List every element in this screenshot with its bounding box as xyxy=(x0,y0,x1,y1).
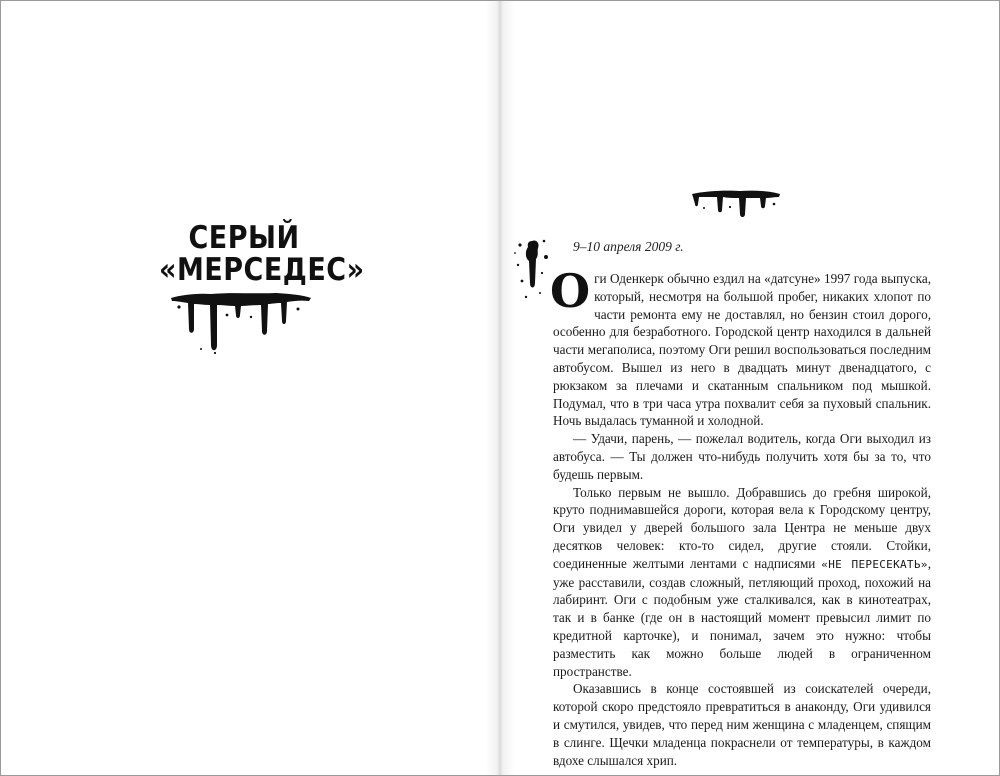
paragraph-3-text-b: , уже расставили, создав сложный, петляющий проход, похожий на лабиринт. Оги с подобным уже сталкивался, как в кинотеатрах, так и в банке (где он в настоящий момент превысил лимит по кредитной карточке), и понимал, зачем это нужно: чтобы разместить как можно больше людей в ограниченном пространстве. xyxy=(553,555,931,679)
paragraph-3 xyxy=(553,484,931,681)
sign-text: «НЕ ПЕРЕСЕКАТЬ» xyxy=(821,557,928,571)
paragraph-3-text-a: Только первым не вышло. Добравшись до гребня широкой, круто поднимавшейся дороги, которая вела к Городскому центру, Оги увидел у дверей большого зала Центра не меньше двух десятков человек: кто-то сидел, другие стояли. Стойки, соединенные желтыми лентами с надписями xyxy=(553,484,931,571)
paragraph-1-text: ги Оденкерк обычно ездил на «датсуне» 1997 года выпуска, который, несмотря на большой пробег, никаких хлопот по части ремонта ему не доставлял, но бензин стоил дорого, особенно для безработного. Городской центр находился в дальней части мегаполиса, поэтому Оги решил воспользоваться последним автобусом. Вышел из него в двадцать минут двенадцатого, с рюкзаком за плечами и скатанным спальником под мышкой. Подумал, что в три часа утра похвалит себя за пуховый спальник. Ночь выдалась туманной и холодной. xyxy=(553,271,931,429)
chapter-title xyxy=(159,220,365,289)
ink-drip-ornament-icon xyxy=(171,289,311,355)
body-text xyxy=(550,264,931,769)
chapter-title-line-1: СЕРЫЙ xyxy=(188,220,300,257)
paragraph-2: — Удачи, парень, — пожелал водитель, когда Оги выходил из автобуса. — Ты должен что-нибудь получить хотя бы за то, что будешь первым. xyxy=(553,431,931,482)
chapter-date: 9–10 апреля 2009 г. xyxy=(573,239,684,254)
drop-cap: О xyxy=(550,264,591,318)
ink-splatter-icon xyxy=(512,235,552,305)
chapter-title-line-2: «МЕРСЕДЕС» xyxy=(159,252,365,289)
left-page xyxy=(1,1,500,775)
right-page xyxy=(500,1,999,775)
paragraph-4: Оказавшись в конце состоявшей из соискателей очереди, которой скоро предстояло превратиться в анаконду, Оги удивился и смутился, увидев, что перед ним женщина с младенцем, спящим в слинге. Щечки младенца покраснели от температуры, в каждом вдохе слышался хрип. xyxy=(553,681,931,768)
ink-drip-ornament-top-icon xyxy=(690,188,782,218)
paragraph-1 xyxy=(550,264,931,430)
